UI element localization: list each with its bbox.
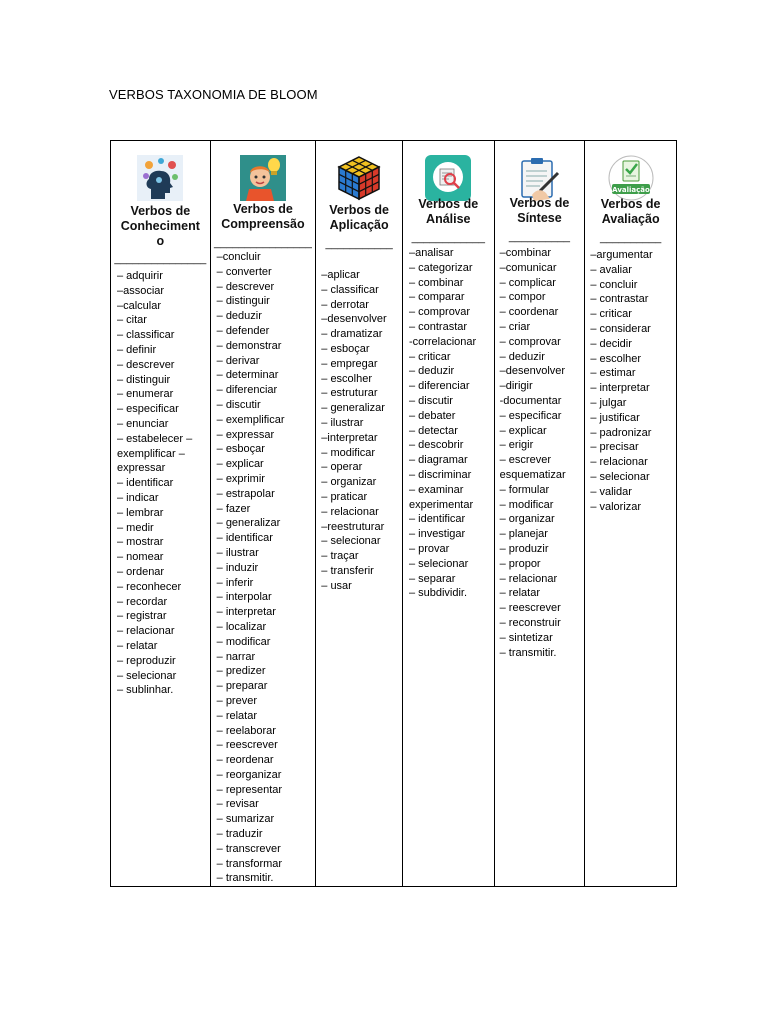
column-heading: Verbos de Avaliação xyxy=(600,197,661,226)
verb-item: – produzir xyxy=(499,542,549,555)
verb-item: –analisar xyxy=(408,247,454,259)
verb-item: – relatar xyxy=(499,587,540,600)
verb-item: expressar xyxy=(117,462,166,475)
verb-item: – concluir xyxy=(590,278,638,291)
verb-list xyxy=(590,248,652,514)
verb-item: – deduzir xyxy=(499,350,545,363)
verb-item: – modificar xyxy=(321,446,376,459)
verb-item: –desenvolver xyxy=(499,365,566,378)
verb-item: –calcular xyxy=(117,299,162,312)
verb-item: – modificar xyxy=(216,635,271,648)
verb-item: – narrar xyxy=(216,650,256,663)
evaluation-checklist-icon xyxy=(608,155,654,201)
verb-item: – transferir xyxy=(321,564,374,577)
verb-item: – generalizar xyxy=(321,402,385,415)
verb-item: – criticar xyxy=(590,308,632,321)
verb-item: –dirigir xyxy=(499,380,533,393)
verb-item: –concluir xyxy=(216,251,261,263)
verb-item: – diferenciar xyxy=(216,384,278,397)
column-avaliacao xyxy=(585,141,676,886)
verb-item: – enumerar xyxy=(117,388,174,401)
verb-item: – distinguir xyxy=(216,295,270,308)
verb-item: – derivar xyxy=(216,354,260,367)
verb-item: – relatar xyxy=(117,639,158,652)
column-analise xyxy=(403,141,495,886)
document-title: VERBOS TAXONOMIA DE BLOOM xyxy=(109,87,318,102)
verb-item: – propor xyxy=(499,557,541,570)
verb-item: – relatar xyxy=(216,709,257,722)
verb-item: – contrastar xyxy=(408,320,468,333)
verb-item: – transmitir. xyxy=(499,646,557,659)
verb-item: – traduzir xyxy=(216,828,263,841)
verb-item: – escolher xyxy=(321,372,373,385)
verb-item: – estabelecer – xyxy=(117,432,193,445)
verb-item: – complicar xyxy=(499,276,556,289)
verb-item: –combinar xyxy=(499,247,551,259)
verb-item: – exemplificar xyxy=(216,413,285,426)
verb-item: – classificar xyxy=(321,283,379,296)
verb-item: – reescrever xyxy=(216,739,278,752)
column-sintese xyxy=(495,141,586,886)
heading-underline: __________ xyxy=(600,232,662,244)
verb-item: – investigar xyxy=(408,528,466,541)
verb-item: – empregar xyxy=(321,357,378,370)
verb-item: – relacionar xyxy=(499,572,558,585)
verb-item: – escrever xyxy=(499,454,551,467)
verb-item: -correlacionar xyxy=(408,335,477,348)
verb-item: – precisar xyxy=(590,441,639,454)
verb-item: – inferir xyxy=(216,576,254,589)
verb-item: – escolher xyxy=(590,352,642,365)
verb-item: – exprimir xyxy=(216,472,265,485)
verb-item: – estruturar xyxy=(321,387,378,400)
verb-item: – validar xyxy=(590,485,632,498)
verb-item: – julgar xyxy=(590,396,627,409)
verb-item: – discriminar xyxy=(408,468,472,481)
verb-item: – ilustrar xyxy=(216,546,259,559)
verb-item: – recordar xyxy=(117,595,168,608)
rubiks-cube-icon xyxy=(336,155,382,201)
verb-item: – especificar xyxy=(117,403,179,416)
verb-item: – interpolar xyxy=(216,591,272,604)
verb-item: – indicar xyxy=(117,491,159,504)
verb-item: – provar xyxy=(408,542,450,555)
verb-item: –desenvolver xyxy=(321,313,387,326)
verb-item: – lembrar xyxy=(117,506,164,519)
heading-underline: ___________ xyxy=(325,238,393,250)
column-heading: Verbos de Compreensão xyxy=(221,202,305,231)
column-conhecimento xyxy=(111,141,211,886)
verb-item: – sintetizar xyxy=(499,631,553,644)
verb-item: – valorizar xyxy=(590,500,642,513)
verb-item: – selecionar xyxy=(117,669,177,682)
verb-item: – justificar xyxy=(590,411,640,424)
verb-item: – dramatizar xyxy=(321,328,383,341)
verb-item: – induzir xyxy=(216,561,259,574)
verb-item: – reelaborar xyxy=(216,724,276,737)
bloom-verbs-table xyxy=(110,140,677,887)
verb-item: – interpretar xyxy=(590,382,650,395)
verb-item: – separar xyxy=(408,572,456,585)
verb-item: –aplicar xyxy=(321,269,360,281)
verb-item: – reproduzir xyxy=(117,654,176,667)
verb-item: – mostrar xyxy=(117,536,164,549)
verb-item: – identificar xyxy=(216,532,273,545)
verb-item: – categorizar xyxy=(408,261,473,274)
verb-item: – determinar xyxy=(216,369,279,382)
verb-item: – reordenar xyxy=(216,754,274,767)
verb-item: – ordenar xyxy=(117,565,165,578)
child-lightbulb-icon xyxy=(240,155,286,201)
head-with-gears-icon xyxy=(137,155,183,201)
verb-item: – demonstrar xyxy=(216,339,282,352)
verb-item: – predizer xyxy=(216,665,266,678)
verb-item: – avaliar xyxy=(590,263,632,276)
verb-item: – definir xyxy=(117,343,157,356)
verb-item: – erigir xyxy=(499,439,534,452)
verb-item: – estimar xyxy=(590,367,636,380)
verb-item: – selecionar xyxy=(321,535,381,548)
column-heading: Verbos de Análise xyxy=(418,197,479,226)
verb-item: – usar xyxy=(321,579,352,592)
verb-item: – planejar xyxy=(499,528,548,541)
verb-item: – relacionar xyxy=(590,456,648,469)
verb-item: – diferenciar xyxy=(408,380,470,393)
verb-item: – registrar xyxy=(117,610,167,623)
verb-list xyxy=(117,269,192,698)
verb-item: –argumentar xyxy=(590,249,653,261)
verb-item: – criar xyxy=(499,320,531,333)
heading-underline: ____________ xyxy=(411,232,485,244)
clipboard-pen-icon xyxy=(516,155,562,201)
verb-item: – comprovar xyxy=(499,335,561,348)
verb-item: –interpretar xyxy=(321,431,378,444)
column-heading: Verbos de Aplicação xyxy=(329,203,389,232)
verb-item: – derrotar xyxy=(321,298,369,311)
column-heading: Verbos de Síntese xyxy=(509,196,570,225)
magnifier-analysis-icon xyxy=(425,155,471,201)
verb-item: – decidir xyxy=(590,337,632,350)
verb-item: – localizar xyxy=(216,620,267,633)
verb-item: – descrever xyxy=(216,280,275,293)
verb-item: – transcrever xyxy=(216,842,281,855)
verb-item: – traçar xyxy=(321,550,359,563)
verb-item: – descrever xyxy=(117,358,175,371)
verb-item: – converter xyxy=(216,265,272,278)
verb-item: – expressar xyxy=(216,428,275,441)
verb-item: – coordenar xyxy=(499,306,559,319)
verb-item: – explicar xyxy=(216,458,264,471)
verb-item: – representar xyxy=(216,783,283,796)
verb-item: – relacionar xyxy=(321,505,379,518)
verb-item: – compor xyxy=(499,291,546,304)
verb-list xyxy=(321,268,386,594)
verb-item: – classificar xyxy=(117,329,175,342)
verb-item: – nomear xyxy=(117,551,164,564)
heading-underline: _______________ xyxy=(114,253,207,265)
heading-underline: __________ xyxy=(508,231,571,243)
verb-item: – contrastar xyxy=(590,293,649,306)
verb-item: – reescrever xyxy=(499,602,561,615)
verb-list xyxy=(500,246,566,660)
verb-item: – enunciar xyxy=(117,417,169,430)
verb-item: – estrapolar xyxy=(216,487,275,500)
verb-item: –associar xyxy=(117,284,165,297)
verb-item: – explicar xyxy=(499,424,547,437)
verb-item: – esboçar xyxy=(321,342,370,355)
verb-item: –reestruturar xyxy=(321,520,385,533)
verb-item: – identificar xyxy=(408,513,466,526)
verb-item: – generalizar xyxy=(216,517,281,530)
verb-list xyxy=(217,250,285,886)
verb-item: – modificar xyxy=(499,498,554,511)
verb-item: – reconstruir xyxy=(499,616,561,629)
verb-item: – discutir xyxy=(216,398,261,411)
verb-item: – sumarizar xyxy=(216,813,275,826)
verb-item: – selecionar xyxy=(590,470,650,483)
verb-item: – detectar xyxy=(408,424,458,437)
verb-item: – defender xyxy=(216,324,270,337)
verb-item: esquematizar xyxy=(499,468,566,481)
verb-item: – fazer xyxy=(216,502,251,515)
verb-item: – deduzir xyxy=(216,310,262,323)
verb-item: – prever xyxy=(216,694,257,707)
verb-item: – transformar xyxy=(216,857,283,870)
verb-item: – examinar xyxy=(408,483,464,496)
verb-item: – criticar xyxy=(408,350,451,363)
verb-item: – distinguir xyxy=(117,373,171,386)
column-aplicacao xyxy=(316,141,403,886)
verb-item: – preparar xyxy=(216,680,268,693)
column-heading: Verbos de Conheciment o xyxy=(120,204,200,248)
verb-item: – descobrir xyxy=(408,439,464,452)
verb-item: – relacionar xyxy=(117,625,175,638)
verb-item: – identificar xyxy=(117,477,174,490)
verb-item: – diagramar xyxy=(408,454,468,467)
verb-item: – discutir xyxy=(408,394,453,407)
verb-item: – ilustrar xyxy=(321,416,364,429)
verb-item: – debater xyxy=(408,409,456,422)
verb-item: – formular xyxy=(499,483,550,496)
verb-item: -documentar xyxy=(499,394,562,407)
verb-item: – subdividir. xyxy=(408,587,468,600)
verb-list xyxy=(409,246,476,601)
verb-item: – operar xyxy=(321,461,363,474)
verb-item: – praticar xyxy=(321,490,368,503)
verb-item: – considerar xyxy=(590,322,651,335)
verb-item: –comunicar xyxy=(499,261,557,274)
verb-item: – especificar xyxy=(499,409,562,422)
verb-item: – reconhecer xyxy=(117,580,182,593)
verb-item: – deduzir xyxy=(408,365,455,378)
svg-text:Avaliação: Avaliação xyxy=(611,186,650,194)
verb-item: – organizar xyxy=(321,476,377,489)
verb-item: experimentar xyxy=(408,498,474,511)
verb-item: – padronizar xyxy=(590,426,652,439)
verb-item: – comparar xyxy=(408,291,465,304)
verb-item: – sublinhar. xyxy=(117,684,174,697)
verb-item: – medir xyxy=(117,521,154,534)
verb-item: – transmitir. xyxy=(216,872,274,885)
verb-item: – interpretar xyxy=(216,606,276,619)
verb-item: – organizar xyxy=(499,513,555,526)
column-compreensao xyxy=(211,141,317,886)
heading-underline: ________________ xyxy=(214,237,312,249)
verb-item: – combinar xyxy=(408,276,464,289)
verb-item: – comprovar xyxy=(408,306,471,319)
verb-item: – selecionar xyxy=(408,557,469,570)
verb-item: – revisar xyxy=(216,798,259,811)
verb-item: – adquirir xyxy=(117,270,163,282)
verb-item: – citar xyxy=(117,314,147,327)
verb-item: – esboçar xyxy=(216,443,265,456)
verb-item: – reorganizar xyxy=(216,768,282,781)
verb-item: exemplificar – xyxy=(117,447,185,460)
